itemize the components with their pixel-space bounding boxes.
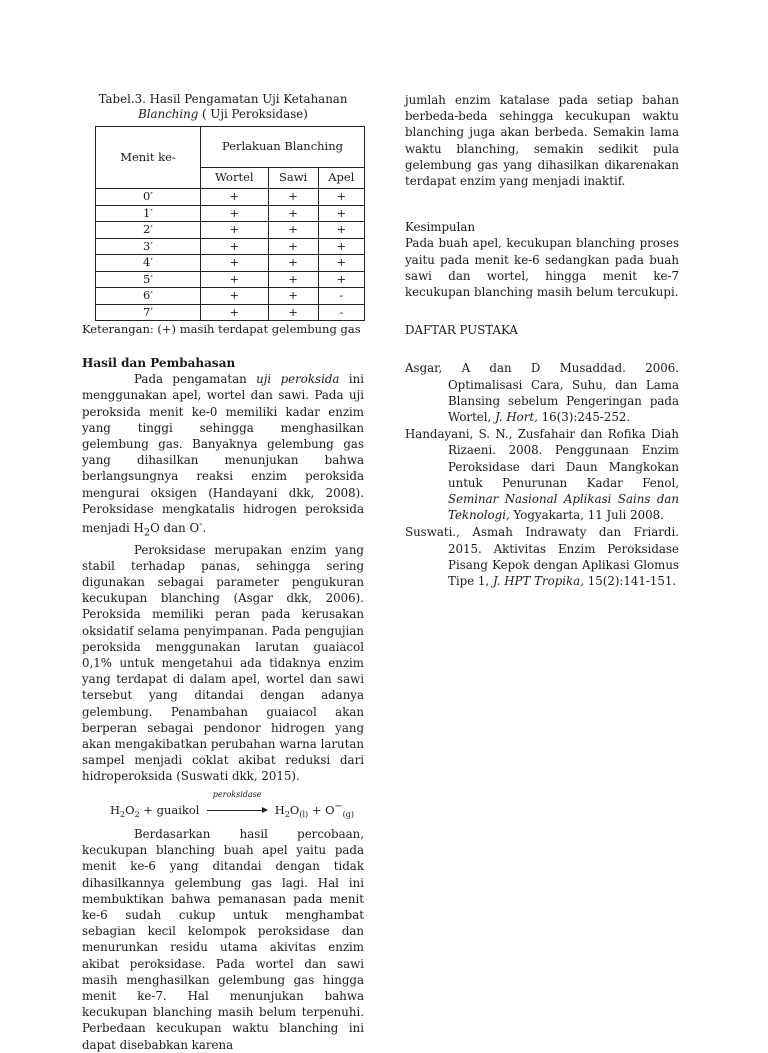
- cell-sawi: +: [268, 238, 318, 255]
- eq-part: O: [289, 802, 300, 817]
- reaction-arrow: [207, 790, 267, 817]
- cell-menit: 4′: [96, 255, 201, 272]
- reaction-equation: [110, 790, 364, 823]
- cell-apel: -: [318, 304, 364, 321]
- kesimpulan-heading: Kesimpulan: [405, 220, 476, 235]
- eq-part: + guaikol: [139, 802, 200, 817]
- cell-sawi: +: [268, 304, 318, 321]
- cell-wortel: +: [201, 205, 269, 222]
- table-row: [96, 255, 365, 272]
- cell-menit: 6′: [96, 288, 201, 305]
- p1-text-d: .: [202, 520, 207, 535]
- cell-menit: 7′: [96, 304, 201, 321]
- ref2-text: Handayani, S. N., Zusfahair dan Rofika Diah Rizaeni. 2008. Penggunaan Enzim Peroksidase dari Daun Mangkokan untuk Penurunan Kadar Fenol,: [405, 427, 679, 490]
- eq-part: + O: [308, 802, 335, 817]
- cell-wortel: +: [201, 189, 269, 206]
- right-column: [405, 92, 679, 589]
- eq-part: H: [274, 802, 285, 817]
- p1-text-c: O dan O: [150, 520, 200, 535]
- p1-text-a: Pada pengamatan: [134, 372, 257, 387]
- cell-sawi: +: [268, 288, 318, 305]
- header-wortel: Wortel: [201, 168, 269, 189]
- results-paragraph-1: [82, 371, 364, 541]
- eq-sub: (g): [342, 809, 354, 819]
- cell-menit: 5′: [96, 271, 201, 288]
- daftar-pustaka-heading: DAFTAR PUSTAKA: [405, 323, 518, 338]
- ref1-text: Asgar, A dan D Musaddad. 2006. Optimalisasi Cara, Suhu, dan Lama Blansing sebelum Pengeringan pada Wortel,: [405, 361, 679, 425]
- cell-wortel: +: [201, 222, 269, 239]
- eq-sub: 2: [134, 809, 140, 819]
- cell-menit: 2′: [96, 222, 201, 239]
- left-column: [82, 92, 364, 1053]
- cell-wortel: +: [201, 271, 269, 288]
- cell-apel: +: [318, 189, 364, 206]
- results-heading: Hasil dan Pembahasan: [82, 356, 236, 371]
- cell-apel: +: [318, 205, 364, 222]
- kesimpulan-text: Pada buah apel, kecukupan blanching proses yaitu pada menit ke-6 sedangkan pada buah sawi dan wortel, hingga menit ke-7 kecukupan blanching masih belum tercukupi.: [405, 236, 679, 300]
- table-row: [96, 271, 365, 288]
- p1-sup: -: [199, 519, 203, 531]
- caption-rest: ( Uji Peroksidase): [198, 107, 308, 121]
- cell-apel: +: [318, 222, 364, 239]
- ref3-text-b: 15(2):141-151.: [583, 574, 677, 589]
- cell-sawi: +: [268, 271, 318, 288]
- reference-2: [405, 426, 679, 523]
- cell-menit: 3′: [96, 238, 201, 255]
- results-paragraph-2: Peroksidase merupakan enzim yang stabil terhadap panas, sehingga sering digunakan sebagai parameter pengukuran kecukupan blanching (Asgar dkk, 2006). Peroksida memiliki peran pada kerusakan oksidatif selama penyimpanan. Pada pengujian peroksida menggunakan larutan guaiacol 0,1% untuk mengetahui ada tidaknya enzim yang terdapat di dalam apel, wortel dan sawi tersebut yang ditandai dengan adanya gelembung. Penambahan guaiacol akan berperan sebagai pendonor hidrogen yang akan mengakibatkan perubahan warna larutan sampel menjadi coklat akibat reduksi dari hidroperoksida (Suswati dkk, 2015).: [82, 542, 364, 784]
- header-perlakuan: Perlakuan Blanching: [201, 127, 365, 168]
- cell-wortel: +: [201, 238, 269, 255]
- cell-wortel: +: [201, 304, 269, 321]
- caption-line1: Tabel.3. Hasil Pengamatan Uji Ketahanan: [98, 92, 348, 106]
- cell-apel: -: [318, 288, 364, 305]
- p1-sub: 2: [143, 527, 151, 539]
- eq-part: H: [110, 802, 121, 817]
- results-paragraph-3: Berdasarkan hasil percobaan, kecukupan blanching buah apel yaitu pada menit ke-6 yang ditandai dengan tidak dihasilkannya gelembung gas lagi. Hal ini membuktikan bahwa pemanasan pada menit ke-6 sudah cukup untuk menghambat sebagian kecil kelompok peroksidase dan menurunkan residu utama akivitas enzim akibat peroksidase. Pada wortel dan sawi masih menghasilkan gelembung gas hingga menit ke-7. Hal menunjukan bahwa kecukupan blanching masih belum terpenuhi. Perbedaan kecukupan waktu blanching ini dapat disebabkan karena: [82, 826, 364, 1052]
- ref3-italic: J. HPT Tropika,: [492, 574, 584, 589]
- p1-text-b: ini menggunakan apel, wortel dan sawi. Pada uji peroksida menit ke-0 memiliki kadar enzim yang tinggi sehingga menghasilkan gelembung gas. Banyaknya gelembung gas yang dihasilkan menunjukan bahwa berlangsungnya reaksi enzim peroksida mengurai oksigen (Handayani dkk, 2008). Peroksidase mengkatalis hidrogen peroksida menjadi H: [82, 372, 364, 535]
- cell-wortel: +: [201, 255, 269, 272]
- table-caption: [82, 92, 364, 122]
- cell-sawi: +: [268, 205, 318, 222]
- reference-1: [405, 360, 679, 425]
- arrow-label: peroksidase: [212, 790, 262, 800]
- ref2-italic: Seminar Nasional Aplikasi Sains dan Teknologi,: [448, 492, 679, 523]
- ref2-text-b: Yogyakarta, 11 Juli 2008.: [509, 508, 664, 523]
- table-row: [96, 189, 365, 206]
- cell-sawi: +: [268, 222, 318, 239]
- eq-sub: (l): [299, 809, 309, 819]
- table-note: Keterangan: (+) masih terdapat gelembung gas: [82, 322, 361, 336]
- ref1-text-b: 16(3):245-252.: [537, 410, 631, 425]
- cell-sawi: +: [268, 189, 318, 206]
- table-row: [96, 205, 365, 222]
- observation-table: [95, 126, 365, 321]
- eq-sub: 2: [284, 809, 290, 819]
- eq-sup: −: [334, 800, 343, 812]
- cell-apel: +: [318, 271, 364, 288]
- cell-apel: +: [318, 255, 364, 272]
- header-menit: Menit ke-: [96, 127, 201, 189]
- table-row: [96, 222, 365, 239]
- cell-menit: 1′: [96, 205, 201, 222]
- caption-italic: Blanching: [138, 107, 199, 121]
- header-apel: Apel: [318, 168, 364, 189]
- arrow-icon: [207, 810, 267, 811]
- cell-sawi: +: [268, 255, 318, 272]
- cell-wortel: +: [201, 288, 269, 305]
- header-sawi: Sawi: [268, 168, 318, 189]
- p1-italic: uji peroksida: [256, 372, 340, 387]
- cell-apel: +: [318, 238, 364, 255]
- table-row: [96, 304, 365, 321]
- eq-sub: 2: [120, 809, 126, 819]
- ref3-text: Suswati., Asmah Indrawaty dan Friardi. 2015. Aktivitas Enzim Peroksidase Pisang Kepok dengan Aplikasi Glomus Tipe 1,: [405, 525, 679, 589]
- table-row: [96, 288, 365, 305]
- table-row: [96, 238, 365, 255]
- cell-menit: 0′: [96, 189, 201, 206]
- ref1-italic: J. Hort,: [495, 410, 538, 425]
- continued-paragraph: jumlah enzim katalase pada setiap bahan berbeda-beda sehingga kecukupan waktu blanching juga akan berbeda. Semakin lama waktu blanching, semakin sedikit pula gelembung gas yang dihasilkan dikarenakan terdapat enzim yang menjadi inaktif.: [405, 93, 679, 189]
- reference-3: [405, 524, 679, 589]
- eq-part: O: [125, 802, 135, 817]
